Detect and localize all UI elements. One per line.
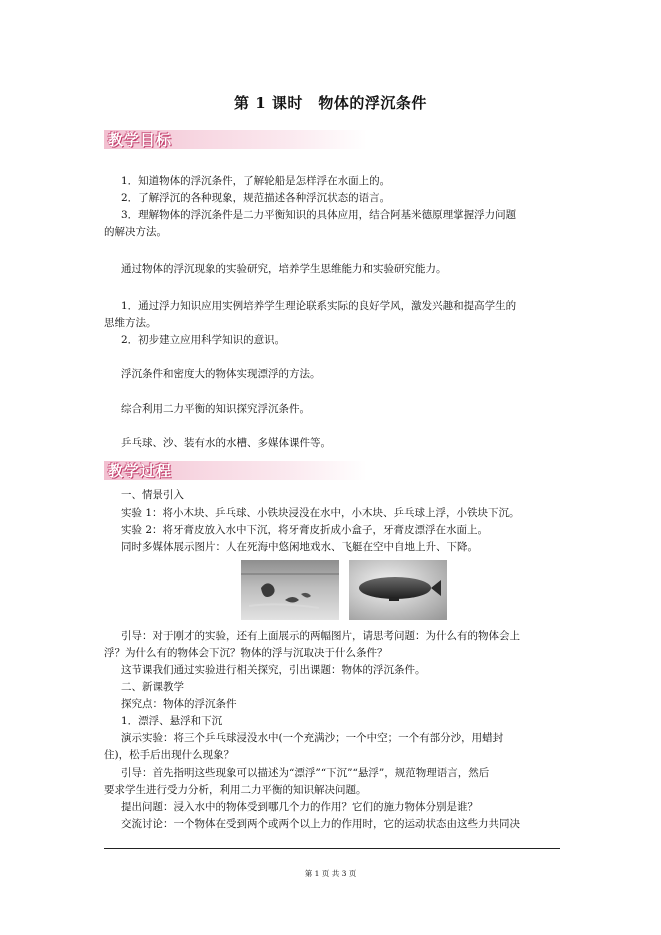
paragraph: 提出问题：浸入水中的物体受到哪几个力的作用？它们的施力物体分别是谁？: [121, 801, 478, 813]
paragraph: 要求学生进行受力分析，利用二力平衡的知识解决问题。: [104, 784, 367, 796]
footer-divider: [104, 848, 560, 849]
paragraph: 浮沉条件和密度大的物体实现漂浮的方法。: [121, 368, 321, 380]
paragraph: 二、新课教学: [121, 681, 184, 693]
paragraph: 引导：对于刚才的实验，还有上面展示的两幅图片，请思考问题：为什么有的物体会上: [121, 630, 520, 642]
paragraph: 2．初步建立应用科学知识的意识。: [121, 334, 286, 346]
dead-sea-photo: [241, 560, 339, 620]
paragraph: 乒乓球、沙、装有水的水槽、多媒体课件等。: [121, 437, 331, 449]
paragraph: 实验 1：将小木块、乒乓球、小铁块浸没在水中，小木块、乒乓球上浮，小铁块下沉。: [121, 507, 520, 519]
paragraph: 交流讨论：一个物体在受到两个或两个以上力的作用时，它的运动状态由这些力共同决: [121, 818, 520, 830]
paragraph: 住)，松手后出现什么现象？: [104, 749, 235, 761]
section-banner-goals: [104, 130, 367, 149]
section-heading-process: 教学过程: [108, 462, 173, 480]
paragraph: 演示实验：将三个乒乓球浸没水中(一个充满沙；一个中空；一个有部分沙，用蜡封: [121, 732, 504, 744]
paragraph: 探究点：物体的浮沉条件: [121, 698, 237, 710]
paragraph: 一、情景引入: [121, 489, 184, 501]
paragraph: 的解决方法。: [104, 226, 167, 238]
paragraph: 1．知道物体的浮沉条件，了解轮船是怎样浮在水面上的。: [121, 175, 391, 187]
paragraph: 2．了解浮沉的各种现象，规范描述各种浮沉状态的语言。: [121, 192, 391, 204]
paragraph: 思维方法。: [104, 317, 157, 329]
paragraph: 3．理解物体的浮沉条件是二力平衡知识的具体应用，结合阿基米德原理掌握浮力问题: [121, 209, 517, 221]
section-heading-goals: 教学目标: [108, 131, 173, 149]
airship-photo: [349, 560, 447, 620]
paragraph: 同时多媒体展示图片：人在死海中悠闲地戏水、飞艇在空中自地上升、下降。: [121, 541, 478, 553]
paragraph: 这节课我们通过实验进行相关探究，引出课题：物体的浮沉条件。: [121, 664, 426, 676]
section-banner-process: [104, 461, 367, 480]
paragraph: 1．漂浮、悬浮和下沉: [121, 715, 223, 727]
paragraph: 浮？为什么有的物体会下沉？物体的浮与沉取决于什么条件？: [104, 647, 388, 659]
paragraph: 引导：首先指明这些现象可以描述为“漂浮”“下沉”“悬浮”，规范物理语言，然后: [121, 767, 490, 779]
paragraph: 1．通过浮力知识应用实例培养学生理论联系实际的良好学风，激发兴趣和提高学生的: [121, 300, 517, 312]
figure-row: [0, 560, 661, 622]
page-title: 第 1 课时 物体的浮沉条件: [234, 94, 427, 112]
page-number: 第 1 页 共 3 页: [304, 869, 357, 878]
paragraph: 通过物体的浮沉现象的实验研究，培养学生思维能力和实验研究能力。: [121, 263, 447, 275]
paragraph: 综合利用二力平衡的知识探究浮沉条件。: [121, 403, 310, 415]
paragraph: 实验 2：将牙膏皮放入水中下沉，将牙膏皮折成小盒子，牙膏皮漂浮在水面上。: [121, 524, 489, 536]
